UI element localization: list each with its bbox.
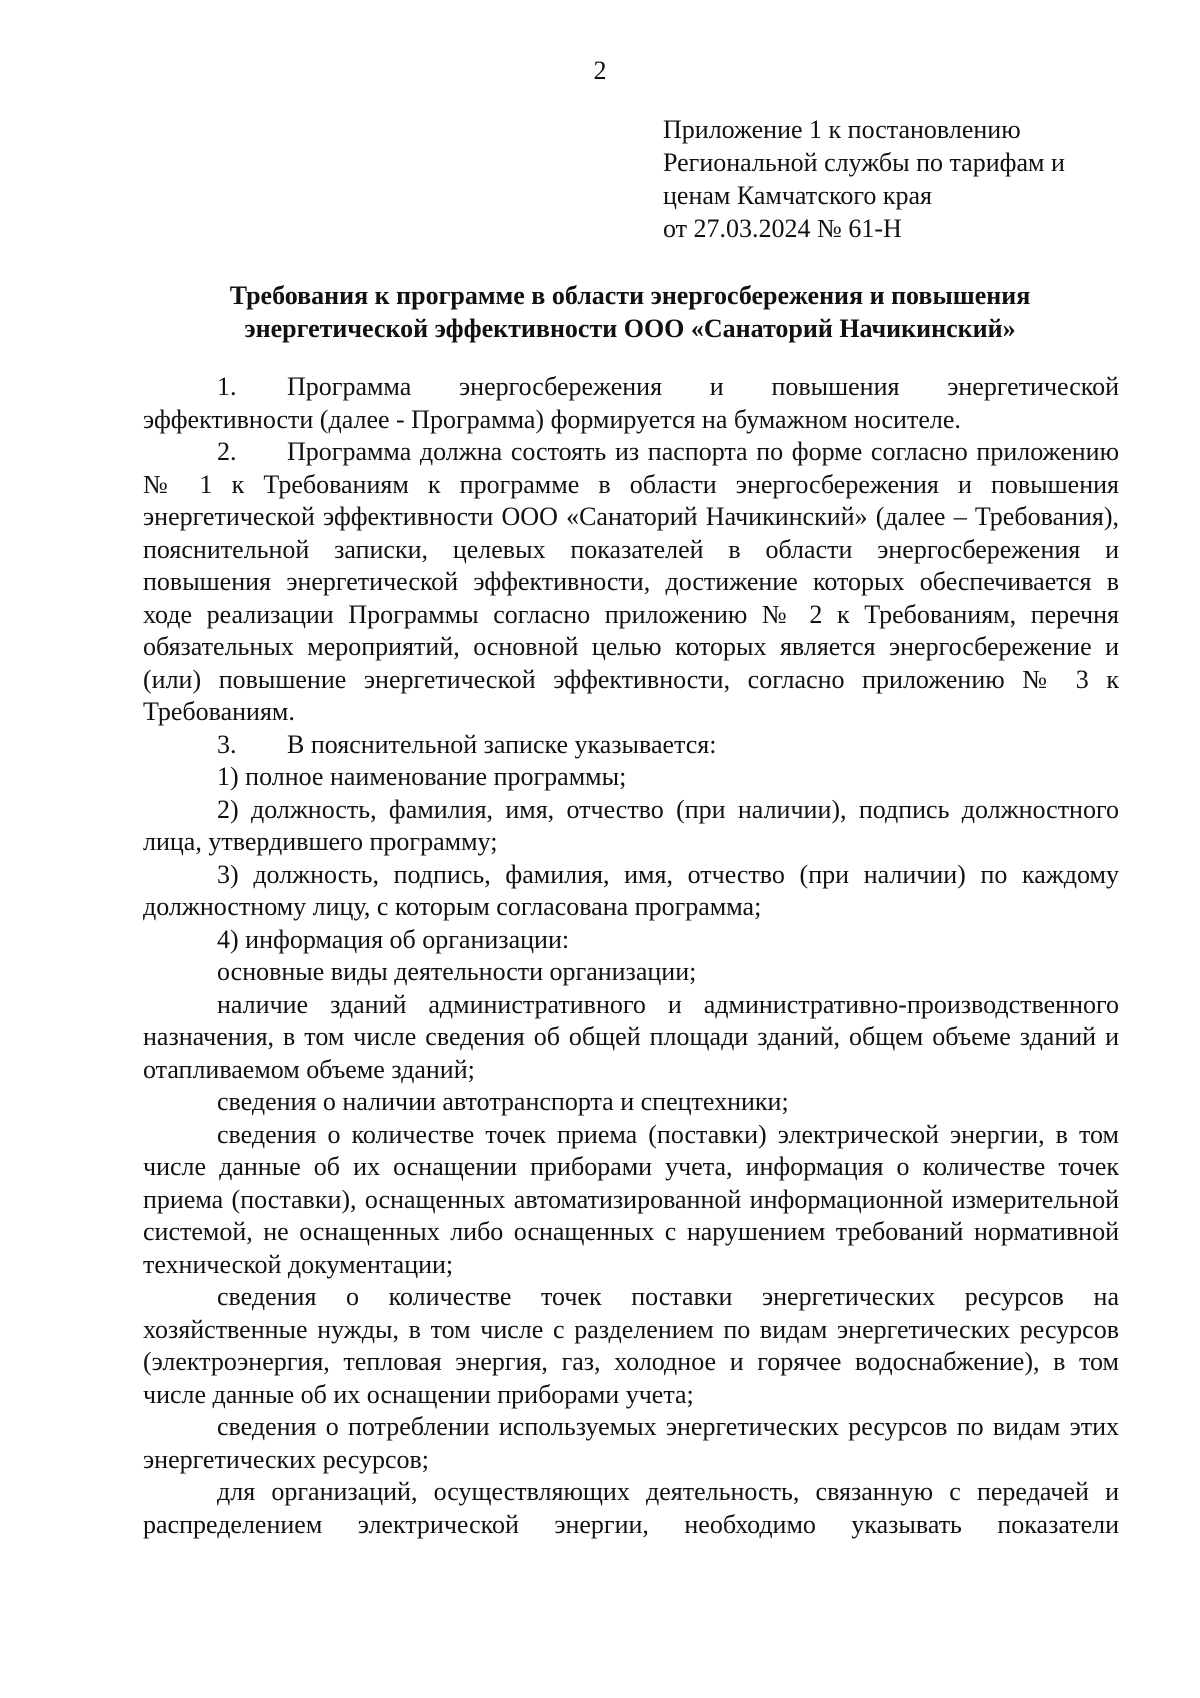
item-number: 1.: [217, 372, 237, 401]
item-3: [143, 729, 1119, 762]
item-text: В пояснительной записке указывается:: [287, 729, 717, 759]
document-body: [143, 371, 1119, 1541]
info-buildings: наличие зданий административного и административно-производственного назначения, в том числе сведения об общей площади зданий, общем объеме зданий и отапливаемом объеме зданий;: [143, 989, 1119, 1084]
info-consumption: сведения о потреблении используемых энергетических ресурсов по видам этих энергетических ресурсов;: [143, 1412, 1119, 1474]
title-line: Требования к программе в области энергосбережения и повышения: [229, 281, 1031, 310]
appendix-line: Региональной службы по тарифам и: [663, 148, 1065, 177]
info-electric-points: сведения о количестве точек приема (поставки) электрической энергии, в том числе данные об их оснащении приборами учета, информация о количестве точек приема (поставки), оснащенных автоматизированной информационной измерительной системой, не оснащенных либо оснащенных с нарушением требований нормативной технической документации;: [143, 1119, 1119, 1279]
subitem-1: 1) полное наименование программы;: [217, 762, 627, 791]
item-text: Программа энергосбережения и повышения энергетической эффективности (далее - Программа) формируется на бумажном носителе.: [143, 372, 1119, 434]
appendix-line: Приложение 1 к постановлению: [663, 115, 1021, 144]
item-1: [143, 371, 1119, 436]
info-transmission: для организаций, осуществляющих деятельность, связанную с передачей и распределением электрической энергии, необходимо указывать показатели: [143, 1477, 1119, 1539]
item-number: 3.: [217, 729, 237, 759]
subitem-3: 3) должность, подпись, фамилия, имя, отчество (при наличии) по каждому должностному лицу, с которым согласована программа;: [143, 859, 1119, 921]
info-vehicles: сведения о наличии автотранспорта и спецтехники;: [217, 1087, 789, 1116]
title-line: энергетической эффективности ООО «Санаторий Начикинский»: [244, 314, 1016, 343]
appendix-reference: [663, 113, 1143, 245]
info-activities: основные виды деятельности организации;: [217, 957, 697, 986]
appendix-line: ценам Камчатского края: [663, 181, 932, 210]
item-2-part-a: [143, 436, 1119, 469]
subitem-2: 2) должность, фамилия, имя, отчество (при наличии), подпись должностного лица, утвердившего программу;: [143, 794, 1119, 856]
item-text: Программа должна состоять из паспорта по форме согласно приложению: [287, 437, 1119, 466]
info-supply-points: сведения о количестве точек поставки энергетических ресурсов на хозяйственные нужды, в том числе с разделением по видам энергетических ресурсов (электроэнергия, тепловая энергия, газ, холодное и горячее водоснабжение), в том числе данные об их оснащении приборами учета;: [143, 1282, 1119, 1409]
page-number: 2: [593, 56, 607, 85]
appendix-line: от 27.03.2024 № 61-Н: [663, 214, 902, 243]
subitem-4: 4) информация об организации:: [217, 924, 570, 954]
item-number: 2.: [217, 437, 237, 466]
document-title: [130, 279, 1130, 345]
item-2-part-b: № 1 к Требованиям к программе в области энергосбережения и повышения энергетической эффективности ООО «Санаторий Начикинский» (далее – Требования), пояснительной записки, целевых показателей в области энергосбережения и повышения энергетической эффективности, достижение которых обеспечивается в ходе реализации Программы согласно приложению № 2 к Требованиям, перечня обязательных мероприятий, основной целью которых является энергосбережение и (или) повышение энергетической эффективности, согласно приложению № 3 к Требованиям.: [143, 469, 1119, 726]
